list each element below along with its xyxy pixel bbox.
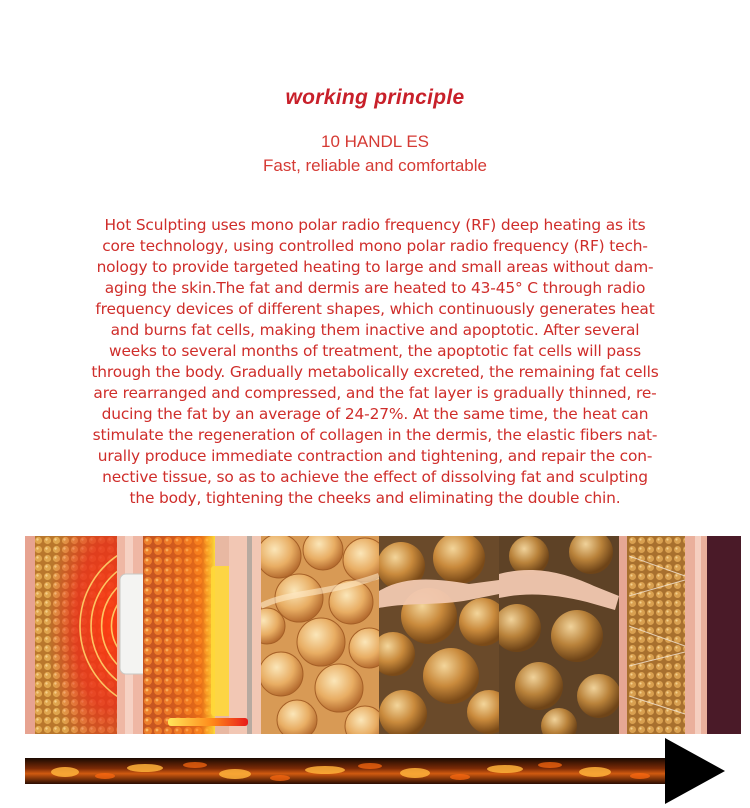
fat-cells-closeup-illustration	[261, 536, 379, 734]
arrow-head-icon	[665, 738, 725, 804]
rf-heating-panel	[25, 536, 143, 734]
fat-heating-panel	[143, 536, 261, 734]
fat-reduction-panel	[499, 536, 619, 734]
tagline: Fast, reliable and comfortable	[263, 156, 487, 175]
rf-heating-illustration	[25, 536, 143, 734]
treatment-illustration-strip	[25, 536, 741, 734]
handles-subtitle: 10 HANDL ES	[320, 132, 430, 151]
tightened-tissue-panel	[619, 536, 741, 734]
fat-cells-closeup-panel	[261, 536, 379, 734]
process-arrow	[25, 738, 725, 804]
tightened-tissue-illustration	[619, 536, 741, 734]
fat-reduction-illustration	[499, 536, 619, 734]
fat-heating-illustration	[143, 536, 261, 734]
section-title: working principle	[285, 86, 465, 109]
fat-compression-illustration	[379, 536, 499, 734]
fat-compression-panel	[379, 536, 499, 734]
description-paragraph: Hot Sculpting uses mono polar radio frequency (RF) deep heating as its core technology, using controlled mono polar radio frequency (RF) tech- nology to provide targeted heating to large and small areas without dam- aging the skin.The fat and dermis are heated to 43-45° C through radio frequency devices of different shapes, which continuously generates heat and burns fat cells, making them inactive and apoptotic. After several weeks to several months of treatment, the apoptotic fat cells will pass through the body. Gradually metabolically excreted, the remaining fat cells are rearranged and compressed, and the fat layer is gradually thinned, re- ducing the fat by an average of 24-27%. At the same time, the heat can stimulate the regeneration of collagen in the dermis, the elastic fibers nat- urally produce immediate contraction and tightening, and repair the con- nective tissue, so as to achieve the effect of dissolving fat and sculpting the body, tightening the cheeks and eliminating the double chin.	[91, 216, 659, 507]
